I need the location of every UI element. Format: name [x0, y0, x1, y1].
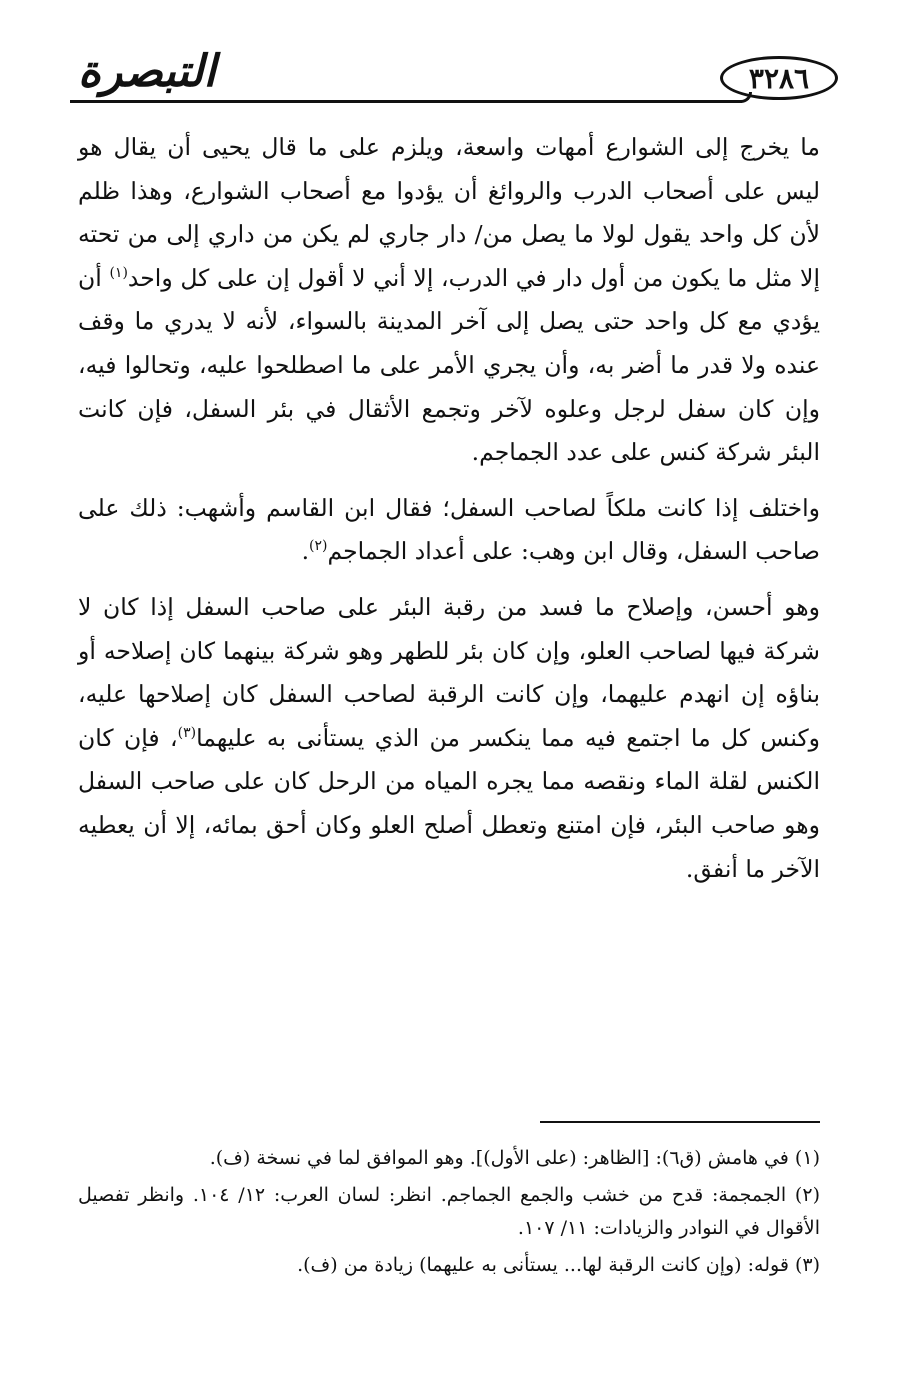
footnote-1: (١) في هامش (ق٦): [الظاهر: (على الأول)]. وهو الموافق لما في نسخة (ف).: [209, 1147, 820, 1169]
paragraph-1-text: ما يخرج إلى الشوارع أمهات واسعة، ويلزم على ما قال يحيى أن يقال هو ليس على أصحاب الدرب والروائغ أن يؤدوا مع أصحاب الشوارع، وهذا ظلم لأن كل واحد يقول لولا ما يصل من/ دار جاري لم يكن من داري إلى من تحته إلا مثل ما يكون من أول دار في الدرب، إلا أني لا أقول إن على كل واحد: [78, 133, 820, 292]
paragraph-2-continuation: .: [301, 537, 310, 566]
paragraph-3-text: وهو أحسن، وإصلاح ما فسد من رقبة البئر على صاحب السفل إذا كان لا شركة فيها لصاحب العلو، وإن كان بئر للطهر وهو شركة بينهما كان إصلاحه أو بناؤه إن انهدم عليهما، وإن كانت الرقبة لصاحب السفل كان إصلاحها عليه، وكنس كل ما اجتمع فيه مما ينكسر من الذي يستأنى به عليهما: [78, 592, 820, 752]
footnote-ref-2: (٢): [309, 538, 328, 555]
paragraph-2-text: واختلف إذا كانت ملكاً لصاحب السفل؛ فقال ابن القاسم وأشهب: ذلك على صاحب السفل، وقال ابن وهب: على أعداد الجماجم: [78, 493, 820, 566]
footnote-ref-3: (٣): [177, 724, 197, 741]
main-text: [78, 126, 820, 891]
paragraph-1: [78, 126, 820, 475]
header-rule: [70, 100, 742, 103]
footnote-3: (٣) قوله: (وإن كانت الرقبة لها... يستأنى به عليهما) زيادة من (ف).: [297, 1254, 820, 1276]
running-title: التبصرة: [78, 46, 216, 97]
page-number: ٣٢٨٦: [720, 56, 838, 100]
footnote-2: (٢) الجمجمة: قدح من خشب والجمع الجماجم. انظر: لسان العرب: ١٢/ ١٠٤. وانظر تفصيل الأقوال في النوادر والزيادات: ١١/ ١٠٧.: [78, 1184, 820, 1239]
paragraph-3: [78, 586, 820, 891]
footnote-separator: [540, 1121, 820, 1123]
paragraph-3-continuation: ، فإن كان الكنس لقلة الماء ونقصه مما يجره المياه من الرحل كان على صاحب السفل وهو صاحب البئر، فإن امتنع وتعطل أصلح العلو وكان أحق بمائه، إلا أن يعطيه الآخر ما أنفق.: [78, 723, 820, 883]
footnotes: [78, 1142, 820, 1286]
paragraph-2: [78, 487, 820, 574]
paragraph-1-continuation: أن يؤدي مع كل واحد حتى يصل إلى آخر المدينة بالسواء، لأنه لا يدري ما وقف عنده ولا قدر ما أضر به، وأن يجري الأمر على ما اصطلحوا عليه، وتحالوا فيه، وإن كان سفل لرجل وعلوه لآخر وتجمع الأثقال في بئر السفل، فإن كانت البئر شركة كنس على عدد الجماجم.: [78, 263, 820, 467]
footnote-ref-1: (١): [109, 264, 128, 281]
page-header: [70, 48, 830, 108]
